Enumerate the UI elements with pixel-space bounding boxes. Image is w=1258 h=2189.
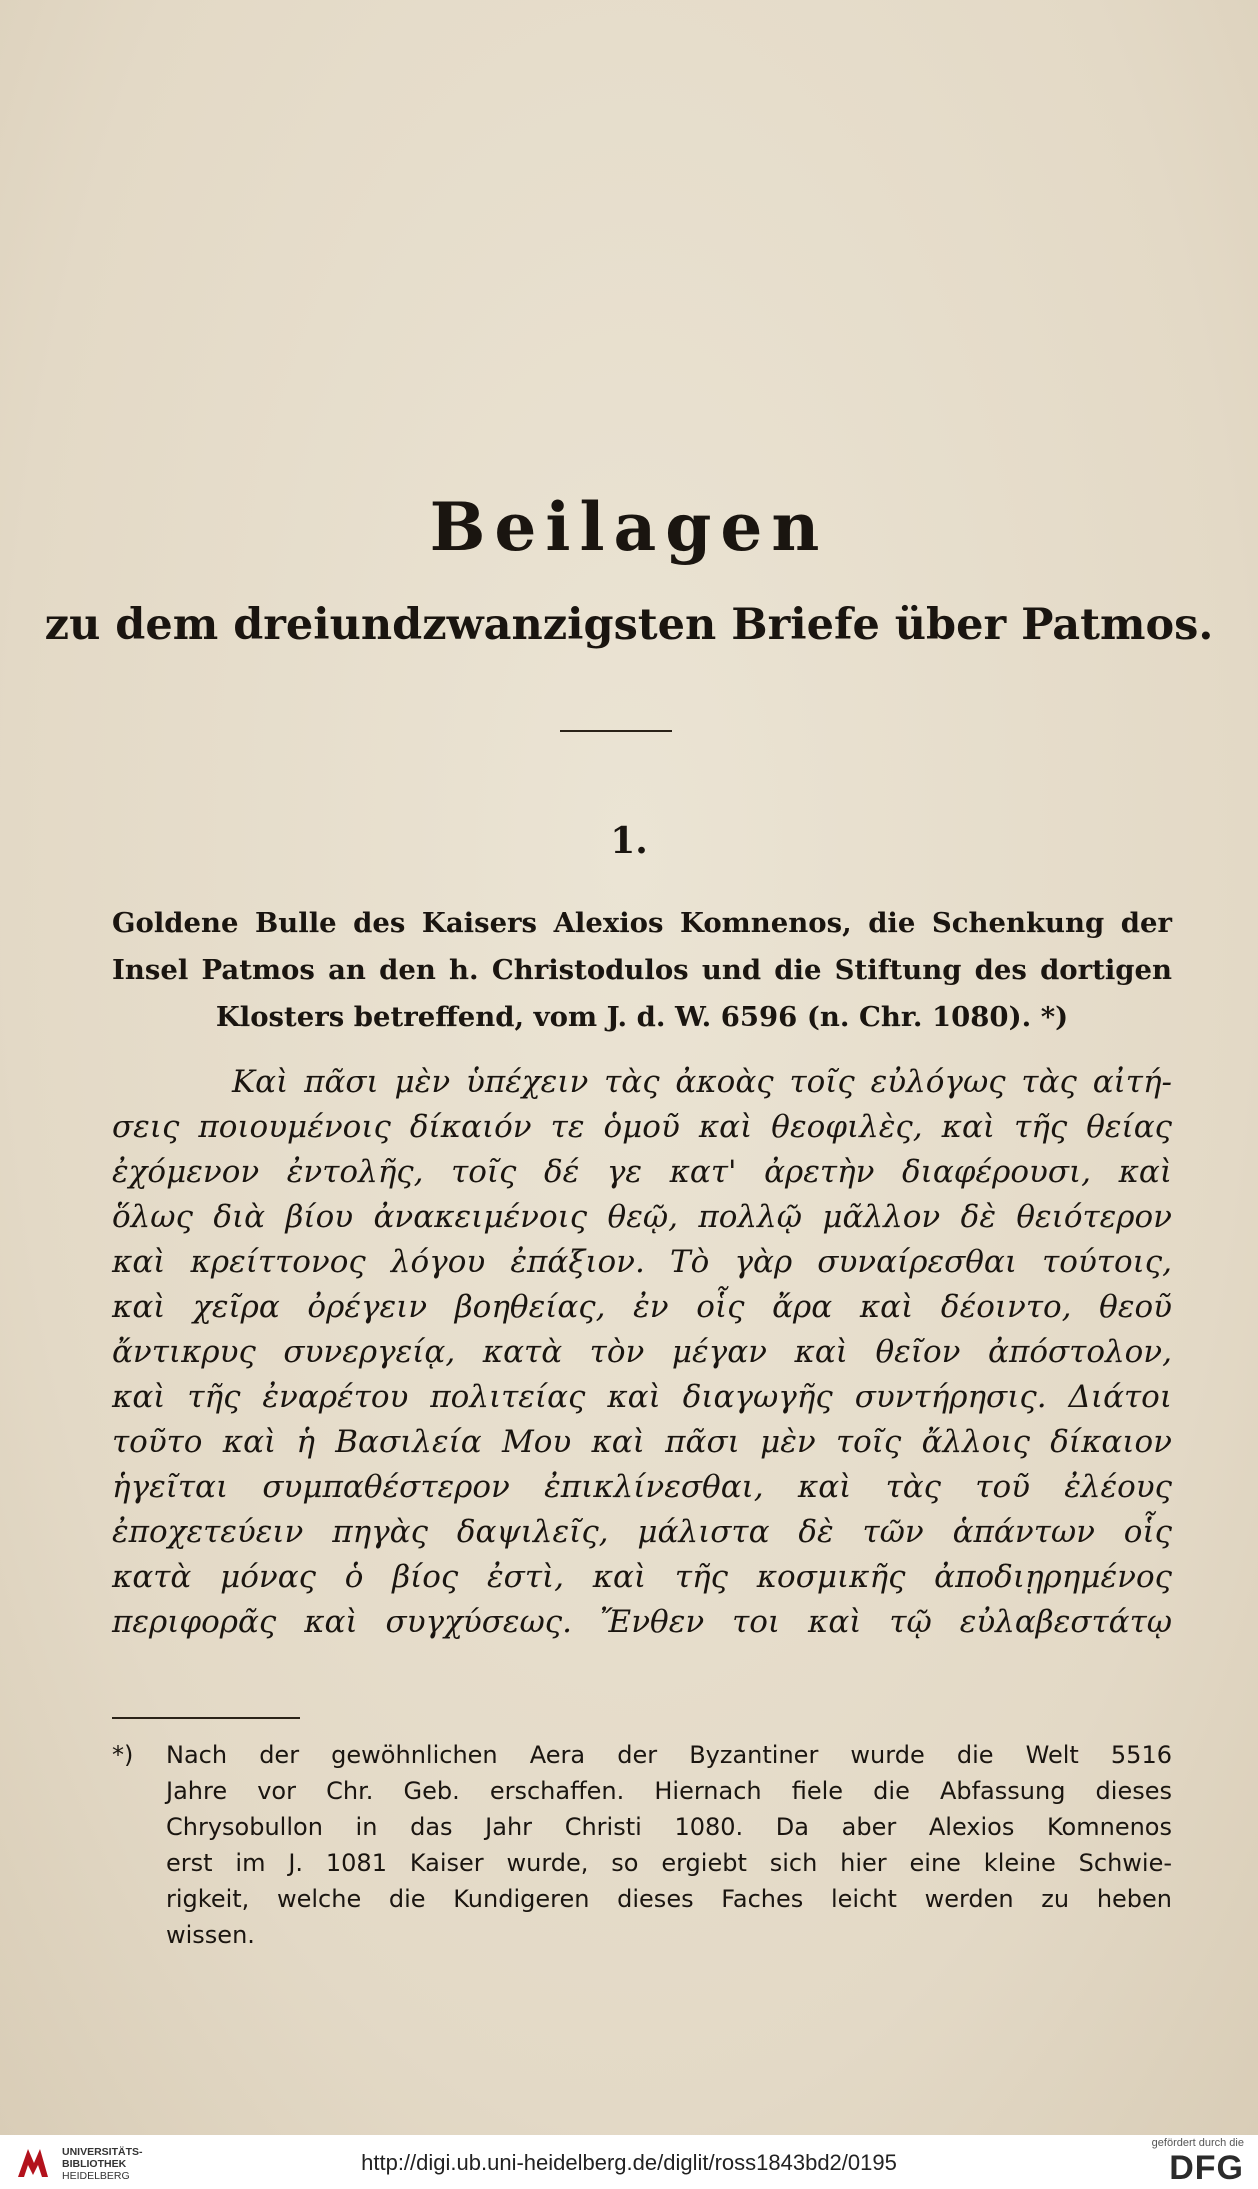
text-line: ἐχόμενον ἐντολῆς, τοῖς δέ γε κατ' ἀρετὴν διαφέρουσι, καὶ <box>112 1154 1172 1190</box>
text-line: καὶ τῆς ἐναρέτου πολιτείας καὶ διαγωγῆς συντήρησις. Διάτοι <box>112 1379 1172 1415</box>
page-title: Beilagen <box>429 488 829 566</box>
funder-note: gefördert durch die <box>1151 2137 1244 2149</box>
footnote-line: Jahre vor Chr. Geb. erschaffen. Hiernach fiele die Abfassung dieses <box>166 1777 1172 1805</box>
text-line: περιφορᾶς καὶ συγχύσεως. Ἔνθεν τοι καὶ τῷ εὐλαβεστάτῳ <box>112 1604 1172 1640</box>
section-heading <box>112 900 1172 1041</box>
text-line: ἐποχετεύειν πηγὰς δαψιλεῖς, μάλιστα δὲ τῶν ἁπάντων οἷς <box>112 1514 1172 1550</box>
footnote-line: erst im J. 1081 Kaiser wurde, so ergiebt sich hier eine kleine Schwie- <box>166 1849 1172 1877</box>
footnote <box>112 1737 1172 1953</box>
heading-line: Insel Patmos an den h. Christodulos und die Stiftung des dortigen <box>112 954 1172 986</box>
page-subtitle: zu dem dreiundzwanzigsten Briefe über Patmos. <box>44 600 1214 650</box>
divider-rule <box>560 730 672 732</box>
heading-line: Goldene Bulle des Kaisers Alexios Komnenos, die Schenkung der <box>112 907 1172 939</box>
footnote-line: wissen. <box>166 1921 255 1949</box>
section-number: 1. <box>610 820 648 862</box>
footnote-line: Nach der gewöhnlichen Aera der Byzantiner wurde die Welt 5516 <box>166 1741 1172 1769</box>
library-name-line: BIBLIOTHEK <box>62 2158 127 2170</box>
dfg-logo-text: DFG <box>1169 2149 1244 2187</box>
footnote-line: Chrysobullon in das Jahr Christi 1080. Da aber Alexios Komnenos <box>166 1813 1172 1841</box>
heading-line: Klosters betreffend, vom J. d. W. 6596 (n. Chr. 1080). *) <box>215 1001 1069 1033</box>
footnote-rule <box>112 1717 300 1719</box>
library-name-line: UNIVERSITÄTS- <box>62 2146 143 2158</box>
text-line: τοῦτο καὶ ἡ Βασιλεία Μου καὶ πᾶσι μὲν τοῖς ἄλλοις δίκαιον <box>112 1424 1172 1460</box>
library-name-line: HEIDELBERG <box>62 2170 130 2182</box>
text-line: καὶ χεῖρα ὀρέγειν βοηθείας, ἐν οἷς ἄρα καὶ δέοιντο, θεοῦ <box>112 1289 1172 1325</box>
text-line: ὅλως διὰ βίου ἀνακειμένοις θεῷ, πολλῷ μᾶλλον δὲ θειότερον <box>112 1199 1172 1235</box>
text-line: Καὶ πᾶσι μὲν ὑπέχειν τὰς ἀκοὰς τοῖς εὐλόγως τὰς αἰτή- <box>232 1064 1172 1100</box>
text-line: ἄντικρυς συνεργείᾳ, κατὰ τὸν μέγαν καὶ θεῖον ἀπόστολον, <box>112 1334 1172 1370</box>
text-line: κατὰ μόνας ὁ βίος ἐστὶ, καὶ τῆς κοσμικῆς ἀποδιῃρημένος <box>112 1559 1172 1595</box>
footnote-line: rigkeit, welche die Kundigeren dieses Faches leicht werden zu heben <box>166 1885 1172 1913</box>
footnote-marker: *) <box>112 1741 134 1769</box>
funder-logo[interactable] <box>1084 2137 1244 2187</box>
text-line: καὶ κρείττονος λόγου ἐπάξιον. Τὸ γὰρ συναίρεσθαι τούτοις, <box>112 1244 1172 1280</box>
greek-body-text <box>112 1060 1172 1645</box>
permalink-url[interactable]: http://digi.ub.uni-heidelberg.de/diglit/ross1843bd2/0195 <box>361 2150 897 2175</box>
text-line: ἡγεῖται συμπαθέστερον ἐπικλίνεσθαι, καὶ τὰς τοῦ ἐλέους <box>112 1469 1172 1505</box>
text-line: σεις ποιουμένοις δίκαιόν τε ὁμοῦ καὶ θεοφιλὲς, καὶ τῆς θείας <box>112 1109 1172 1145</box>
